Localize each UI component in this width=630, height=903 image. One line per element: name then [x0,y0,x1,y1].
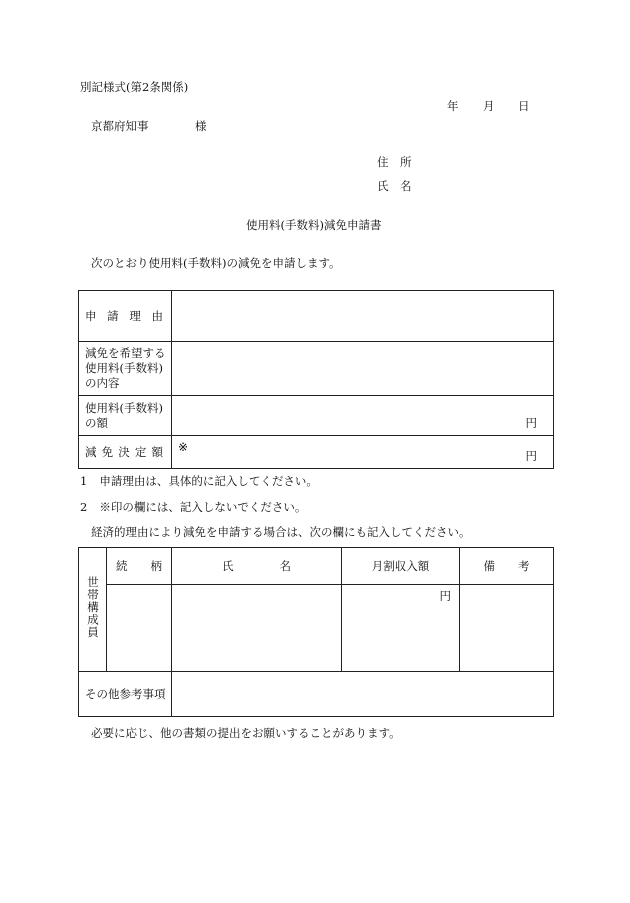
note-2: 2 ※印の欄には、記入しないでください。 [80,500,307,514]
application-table [78,290,554,469]
reason-field[interactable] [172,291,554,342]
fee-amount-unit: 円 [525,416,537,430]
fee-amount-label: 使用料(手数料) の額 [79,396,172,436]
date-year: 年 [447,99,459,113]
col-remarks: 備 考 [460,548,554,585]
desired-fee-label: 減免を希望する 使用料(手数料) の内容 [79,342,172,396]
date-line [0,101,630,115]
col-name: 氏 名 [172,548,342,585]
desired-fee-field[interactable] [172,342,554,396]
form-label: 別記様式(第2条関係) [80,80,189,94]
member-name-field[interactable] [172,585,342,672]
decision-amount-label: 減 免 決 定 額 [79,436,172,469]
official-use-mark: ※ [178,440,189,454]
honorific: 様 [195,119,207,133]
other-notes-label: その他参考事項 [79,672,172,717]
intro-text: 次のとおり使用料(手数料)の減免を申請します。 [91,256,341,270]
fee-amount-field[interactable] [172,396,554,436]
document-title: 使用料(手数料)減免申請書 [246,218,382,232]
household-table [78,547,554,717]
address-label: 住 所 [377,155,412,169]
economic-reason-note: 経済的理由により減免を申請する場合は、次の欄にも記入してください。 [91,525,471,539]
footer-note: 必要に応じ、他の書類の提出をお願いすることがあります。 [91,726,401,740]
remarks-field[interactable] [460,585,554,672]
other-notes-field[interactable] [172,672,554,717]
date-month: 月 [483,99,495,113]
reason-label: 申 請 理 由 [79,291,172,342]
decision-amount-field [172,436,554,469]
addressee: 京都府知事 [91,119,149,133]
household-members-label: 世帯構成員 [79,548,107,672]
decision-amount-unit: 円 [525,449,537,463]
col-monthly-income: 月割収入額 [342,548,460,585]
monthly-income-field[interactable] [342,585,460,672]
relation-field[interactable] [107,585,172,672]
name-label: 氏 名 [377,179,412,193]
col-relation: 続 柄 [107,548,172,585]
note-1: 1 申請理由は、具体的に記入してください。 [80,474,318,488]
date-day: 日 [518,99,530,113]
income-unit: 円 [439,589,451,603]
